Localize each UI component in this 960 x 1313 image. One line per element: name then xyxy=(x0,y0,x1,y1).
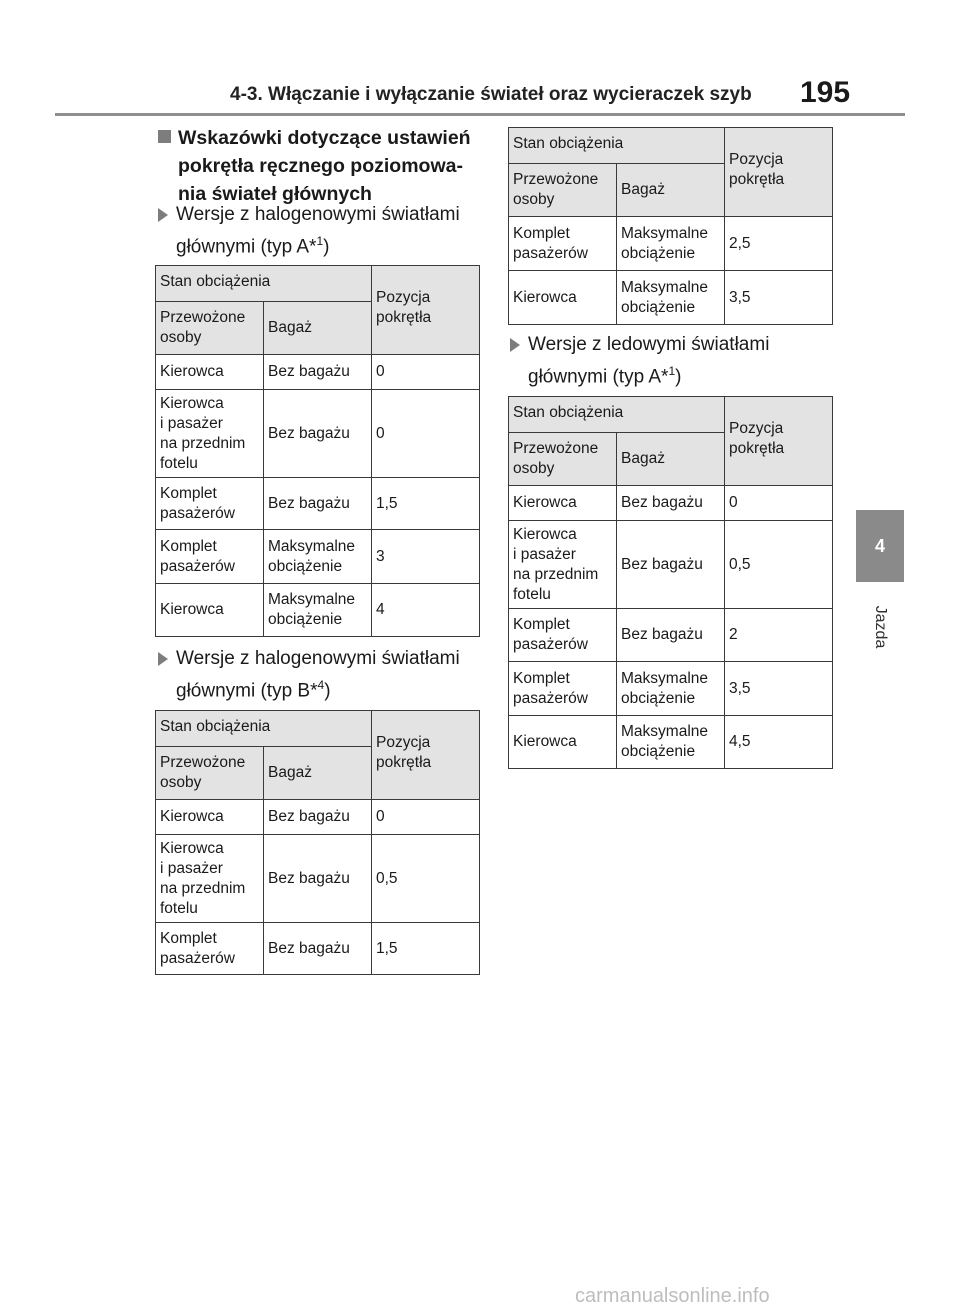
table-row xyxy=(509,486,833,521)
cell-luggage: Maksymalne obciążenie xyxy=(617,217,725,271)
cell-position: 0,5 xyxy=(372,835,480,923)
cell-luggage: Bez bagażu xyxy=(264,390,372,478)
header-dial-position: Pozycja pokrętła xyxy=(372,711,480,800)
triangle-bullet-icon xyxy=(510,338,520,352)
cell-position: 1,5 xyxy=(372,923,480,975)
cell-passengers: Kierowca xyxy=(509,271,617,325)
header-load-state: Stan obciążenia xyxy=(156,711,372,747)
cell-passengers: Kierowca xyxy=(156,584,264,637)
subsection-bullet-text: Wersje z halogenowymi światłami głównymi (typ A*$^1$) xyxy=(176,204,460,258)
table-row xyxy=(156,478,480,530)
table-row xyxy=(509,716,833,769)
header-passengers: Przewożone osoby xyxy=(509,164,617,217)
cell-luggage: Bez bagażu xyxy=(617,486,725,521)
header-luggage: Bagaż xyxy=(617,164,725,217)
triangle-bullet-icon xyxy=(158,652,168,666)
chapter-tab: 4 xyxy=(856,510,904,582)
section-heading-text: Wskazówki dotyczące ustawień pokrętła ręcznego poziomowa-nia świateł głównych xyxy=(178,127,471,205)
load-table-halogen-b-continued xyxy=(508,127,833,325)
cell-luggage: Maksymalne obciążenie xyxy=(264,584,372,637)
header-luggage: Bagaż xyxy=(264,747,372,800)
cell-position: 1,5 xyxy=(372,478,480,530)
table-row xyxy=(156,835,480,923)
table-row xyxy=(509,609,833,662)
cell-luggage: Bez bagażu xyxy=(264,835,372,923)
load-table-led-a xyxy=(508,396,833,769)
cell-passengers: Komplet pasażerów xyxy=(156,530,264,584)
subsection-bullet-text: Wersje z halogenowymi światłami głównymi (typ B*$^4$) xyxy=(176,648,460,702)
table-row xyxy=(156,800,480,835)
table-row xyxy=(509,217,833,271)
cell-luggage: Bez bagażu xyxy=(264,355,372,390)
cell-position: 0 xyxy=(372,355,480,390)
page-number: 195 xyxy=(800,76,851,109)
cell-passengers: Kierowca xyxy=(156,355,264,390)
cell-position: 2 xyxy=(725,609,833,662)
header-passengers: Przewożone osoby xyxy=(156,302,264,355)
cell-passengers: Kierowca xyxy=(509,716,617,769)
table-row xyxy=(156,530,480,584)
table-row xyxy=(509,271,833,325)
table-row xyxy=(156,584,480,637)
header-divider xyxy=(55,113,905,116)
header-load-state: Stan obciążenia xyxy=(509,397,725,433)
load-table-halogen-a xyxy=(155,265,480,637)
header-passengers: Przewożone osoby xyxy=(509,433,617,486)
subsection-bullet-1 xyxy=(158,201,488,260)
header-dial-position: Pozycja pokrętła xyxy=(725,397,833,486)
cell-luggage: Bez bagażu xyxy=(617,521,725,609)
cell-position: 0 xyxy=(372,800,480,835)
cell-position: 4,5 xyxy=(725,716,833,769)
cell-position: 0,5 xyxy=(725,521,833,609)
cell-position: 4 xyxy=(372,584,480,637)
cell-luggage: Bez bagażu xyxy=(617,609,725,662)
header-luggage: Bagaż xyxy=(617,433,725,486)
header-passengers: Przewożone osoby xyxy=(156,747,264,800)
cell-luggage: Bez bagażu xyxy=(264,478,372,530)
cell-luggage: Bez bagażu xyxy=(264,800,372,835)
cell-position: 2,5 xyxy=(725,217,833,271)
subsection-bullet-text: Wersje z ledowymi światłami głównymi (typ A*$^1$) xyxy=(528,334,770,388)
watermark: carmanualsonline.info xyxy=(575,1285,770,1307)
header-load-state: Stan obciążenia xyxy=(156,266,372,302)
header-dial-position: Pozycja pokrętła xyxy=(372,266,480,355)
cell-passengers: Komplet pasażerów xyxy=(509,662,617,716)
cell-luggage: Bez bagażu xyxy=(264,923,372,975)
cell-passengers: Kierowca i pasażer na przednim fotelu xyxy=(509,521,617,609)
subsection-bullet-2 xyxy=(158,645,488,704)
chapter-label: Jazda xyxy=(872,605,889,649)
cell-passengers: Komplet pasażerów xyxy=(509,609,617,662)
load-table-halogen-b xyxy=(155,710,480,975)
cell-luggage: Maksymalne obciążenie xyxy=(617,716,725,769)
table-row xyxy=(156,390,480,478)
table-row xyxy=(156,355,480,390)
section-heading xyxy=(158,124,488,208)
table-row xyxy=(156,923,480,975)
cell-position: 3,5 xyxy=(725,662,833,716)
cell-luggage: Maksymalne obciążenie xyxy=(617,662,725,716)
header-luggage: Bagaż xyxy=(264,302,372,355)
cell-passengers: Komplet pasażerów xyxy=(156,478,264,530)
cell-passengers: Kierowca xyxy=(509,486,617,521)
cell-position: 3,5 xyxy=(725,271,833,325)
table-row xyxy=(509,662,833,716)
header-load-state: Stan obciążenia xyxy=(509,128,725,164)
cell-passengers: Komplet pasażerów xyxy=(156,923,264,975)
cell-passengers: Kierowca i pasażer na przednim fotelu xyxy=(156,390,264,478)
cell-luggage: Maksymalne obciążenie xyxy=(617,271,725,325)
running-header-title: 4-3. Włączanie i wyłączanie świateł oraz wycieraczek szyb xyxy=(230,84,752,105)
cell-passengers: Kierowca i pasażer na przednim fotelu xyxy=(156,835,264,923)
cell-position: 3 xyxy=(372,530,480,584)
header-dial-position: Pozycja pokrętła xyxy=(725,128,833,217)
subsection-bullet-3 xyxy=(510,331,840,390)
cell-luggage: Maksymalne obciążenie xyxy=(264,530,372,584)
cell-position: 0 xyxy=(372,390,480,478)
cell-passengers: Kierowca xyxy=(156,800,264,835)
triangle-bullet-icon xyxy=(158,208,168,222)
cell-passengers: Komplet pasażerów xyxy=(509,217,617,271)
cell-position: 0 xyxy=(725,486,833,521)
table-row xyxy=(509,521,833,609)
square-bullet-icon xyxy=(158,130,171,143)
